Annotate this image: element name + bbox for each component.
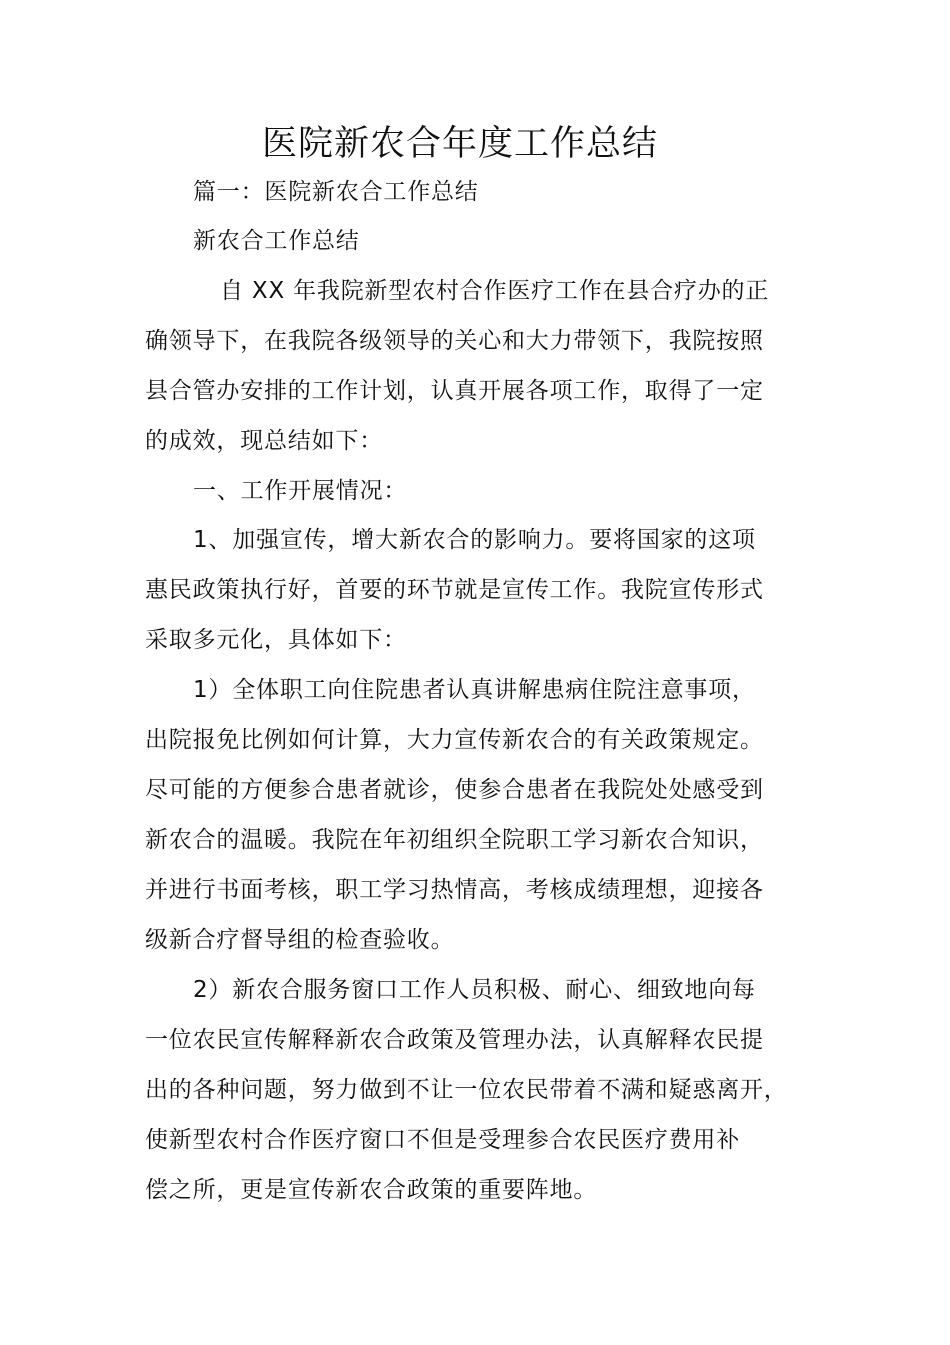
section-1-heading: 一、工作开展情况： [193, 478, 408, 504]
sub-item-2-line-1: 2）新农合服务窗口工作人员积极、耐心、细致地向每 [193, 977, 756, 1003]
sub-item-2-line-5: 偿之所，更是宣传新农合政策的重要阵地。 [145, 1177, 598, 1203]
document-title: 医院新农合年度工作总结 [261, 124, 658, 164]
sub-item-1-line-4: 新农合的温暖。我院在年初组织全院职工学习新农合知识， [145, 827, 764, 853]
sub-item-1-line-5: 并进行书面考核，职工学习热情高，考核成绩理想，迎接各 [145, 877, 764, 903]
sub-item-2-line-4: 使新型农村合作医疗窗口不但是受理参合农民医疗费用补 [145, 1127, 740, 1153]
intro-line-4: 的成效，现总结如下： [145, 428, 383, 454]
item-1-line-3: 采取多元化，具体如下： [145, 627, 407, 653]
intro-line-3: 县合管办安排的工作计划，认真开展各项工作，取得了一定 [145, 378, 764, 404]
sub-item-2-line-3: 出的各种问题，努力做到不让一位农民带着不满和疑惑离开， [145, 1077, 788, 1103]
sub-item-1-line-6: 级新合疗督导组的检查验收。 [145, 927, 455, 953]
item-1-line-1: 1、加强宣传，增大新农合的影响力。要将国家的这项 [193, 527, 756, 553]
chapter-heading: 篇一：医院新农合工作总结 [193, 179, 479, 205]
sub-item-1-line-3: 尽可能的方便参合患者就诊，使参合患者在我院处处感受到 [145, 777, 764, 803]
sub-item-1-line-2: 出院报免比例如何计算，大力宣传新农合的有关政策规定。 [145, 727, 764, 753]
intro-line-2: 确领导下，在我院各级领导的关心和大力带领下，我院按照 [145, 328, 764, 354]
section-heading: 新农合工作总结 [193, 228, 360, 254]
item-1-line-2: 惠民政策执行好，首要的环节就是宣传工作。我院宣传形式 [145, 577, 764, 603]
intro-line-1: 自 XX 年我院新型农村合作医疗工作在县合疗办的正 [220, 278, 770, 304]
sub-item-1-line-1: 1）全体职工向住院患者认真讲解患病住院注意事项， [193, 677, 756, 703]
sub-item-2-line-2: 一位农民宣传解释新农合政策及管理办法，认真解释农民提 [145, 1027, 764, 1053]
